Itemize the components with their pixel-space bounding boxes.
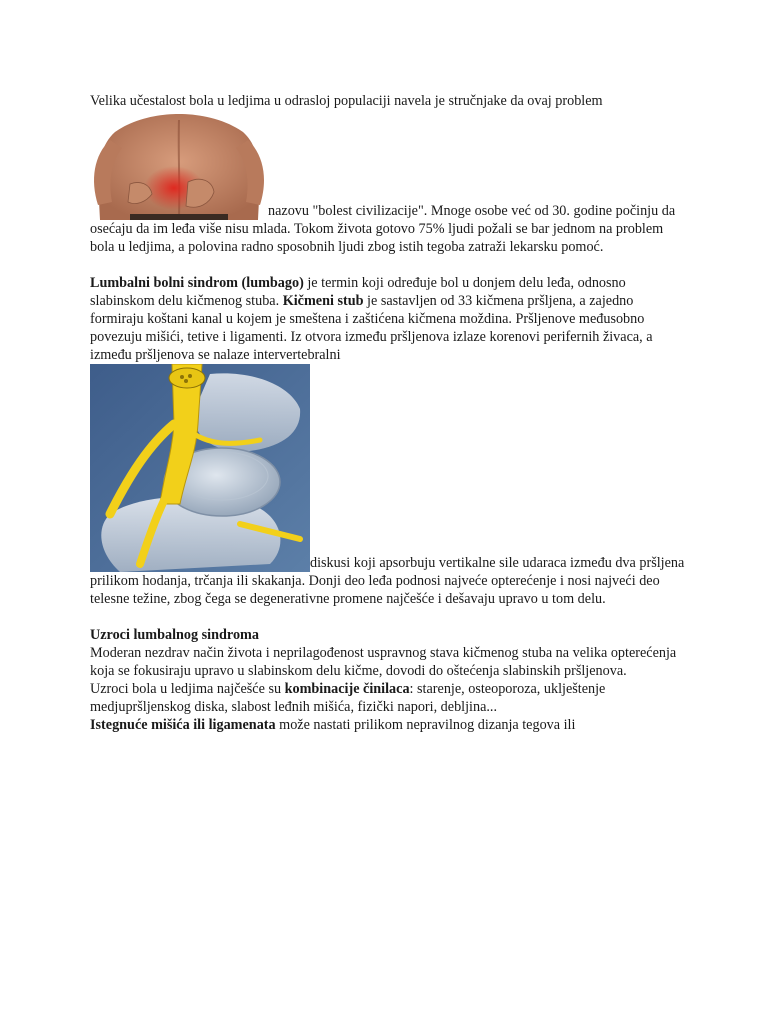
section-paragraph-2-text-2: : starenje, osteoporoza, uklještenje medjupršljenskog diska, slabost leđnih mišića, fizički napori, debljina... — [90, 681, 606, 715]
section-paragraph-3-text: može nastati prilikom nepravilnog dizanja tegova ili — [275, 717, 576, 733]
paragraph-1-text: nazovu "bolest civilizacije". Mnoge osobe već od 30. godine počinju da osećaju da im leđa više nisu mlada. Tokom života gotovo 75% ljudi požali se bar jednom na problem bola u ledjima, a polovina radno sposobnih ljudi zbog istih tegoba zatraži lekarsku pomoć. — [90, 203, 676, 255]
causes-term: kombinacije činilaca — [284, 681, 410, 697]
back-pain-image — [90, 110, 268, 220]
paragraph-2-continued-text: diskusi koji apsorbuju vertikalne sile udaraca između dva pršljena prilikom hodanja, trčanja ili skakanja. Donji deo leđa podnosi najveće opterećenje i nosi najveći deo telesne težine, zbog čega se degenerativne promene najčešće i dešavaju upravo u tom delu. — [90, 555, 685, 607]
section-paragraph-1: Moderan nezdrav način života i neprilagođenost uspravnog stava kičmenog stuba na velika opterećenja koja se fokusiraju upravo u slabinskom delu kičme, dovodi do oštećenja slabinskih pršljenova. — [90, 645, 677, 679]
document-content — [90, 92, 690, 734]
paragraph-2-text-2: je sastavljen od 33 kičmena pršljena, a zajedno formiraju koštani kanal u kojem je smeštena i zaštićena kičmena moždina. Pršljenove međusobno povezuju mišići, tetive i ligamenti. Iz otvora između pršljenova izlaze korenovi perifernih živaca, a između pršljenova se nalaze intervertebralni — [90, 293, 653, 363]
paragraph-2-continued — [90, 364, 690, 608]
lumbago-term: Lumbalni bolni sindrom (lumbago) — [90, 275, 304, 291]
paragraph-1-first-line: Velika učestalost bola u ledjima u odrasloj populaciji navela je stručnjake da ovaj problem — [90, 93, 603, 109]
paragraph-2 — [90, 274, 690, 364]
strain-term: Istegnuće mišića ili ligamenata — [90, 717, 276, 733]
paragraph-1 — [90, 110, 690, 256]
section-paragraph-2-text-1: Uzroci bola u ledjima najčešće su — [90, 681, 285, 697]
section-paragraph-3 — [90, 716, 690, 734]
section-paragraph-2 — [90, 680, 690, 716]
section-heading — [90, 626, 690, 644]
paragraph-2-text-1: je termin koji određuje bol u donjem delu leđa, odnosno slabinskom delu kičmenog stuba. — [90, 275, 626, 309]
spine-term: Kičmeni stub — [282, 293, 364, 309]
spine-image — [90, 364, 310, 572]
section-heading-text: Uzroci lumbalnog sindroma — [90, 627, 259, 643]
